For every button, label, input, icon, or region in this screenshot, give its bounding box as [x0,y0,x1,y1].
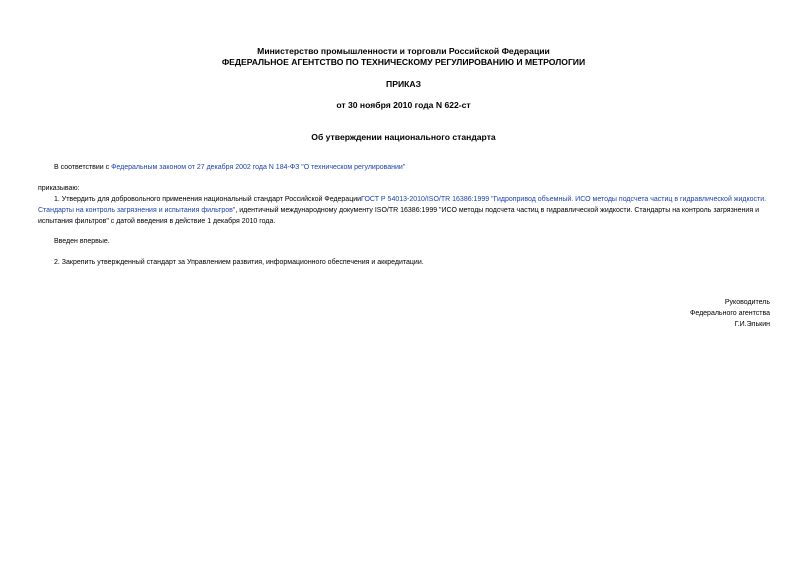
signature-agency: Федерального агентства [690,310,770,317]
intro-prefix: В соответствии с [54,164,112,171]
gost-standard-link[interactable]: ГОСТ Р 54013-2010/ISO/TR 16386:1999 "Гидропривод объемный. ИСО методы подсчета частиц в гидравлической жидкости. Стандарты на контроль загрязнения и испытания фильтров" [38,196,767,214]
item-1-paragraph [38,194,772,227]
item-1-prefix: 1. Утвердить для добровольного применения национальный стандарт Российской Федерации [54,196,362,203]
doc-date-number: от 30 ноября 2010 года N 622-ст [336,100,471,110]
item-1-suffix: , идентичный международному документу ISO/TR 16386:1999 "ИСО методы подсчета частиц в гидравлической жидкости. Стандарты на контроль загрязнения и испытания фильтров" с датой введения в действие 1 декабря 2010 года. [38,207,759,225]
order-word: приказываю: [38,185,80,192]
intro-paragraph [38,162,788,173]
doc-subject: Об утверждении национального стандарта [311,132,496,142]
signature-name: Г.И.Элькин [734,321,770,328]
federal-law-link[interactable]: Федеральным законом от 27 декабря 2002 года N 184-ФЗ "О техническом регулировании" [111,164,406,171]
agency-title: ФЕДЕРАЛЬНОЕ АГЕНТСТВО ПО ТЕХНИЧЕСКОМУ РЕГУЛИРОВАНИЮ И МЕТРОЛОГИИ [221,57,586,67]
intro-first-note: Введен впервые. [54,238,110,245]
signature-role: Руководитель [724,299,770,306]
doc-type: ПРИКАЗ [386,79,421,89]
item-2-paragraph: 2. Закрепить утвержденный стандарт за Управлением развития, информационного обеспечения и аккредитации. [54,259,424,266]
ministry-title: Министерство промышленности и торговли Российской Федерации [257,46,550,56]
